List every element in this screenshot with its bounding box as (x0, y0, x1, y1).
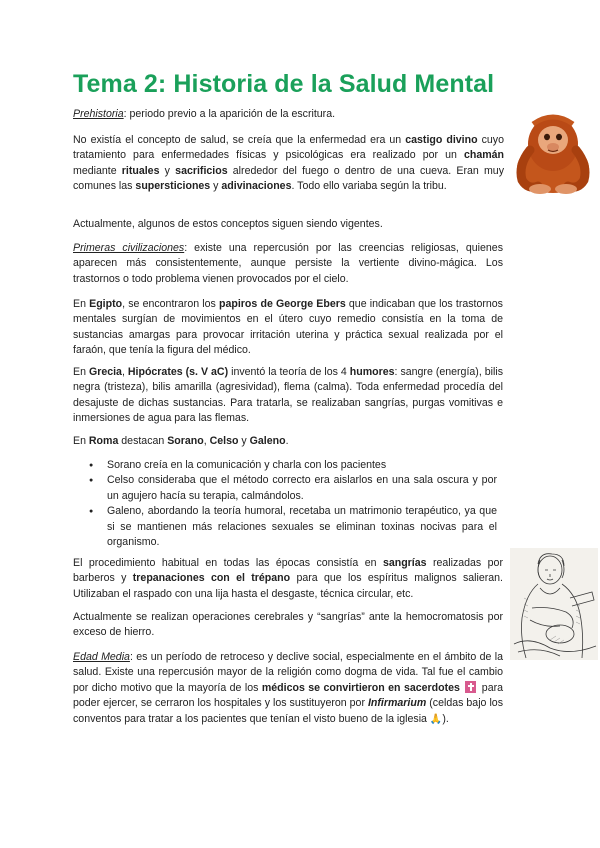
prehistoria-definition: : periodo previo a la aparición de la escritura. (123, 108, 336, 120)
prehistoria-label: Prehistoria (73, 108, 124, 120)
bloodletting-engraving (510, 548, 598, 660)
prehistoria-note: Actualmente, algunos de estos conceptos siguen siendo vigentes. (73, 218, 383, 230)
prehistoria-paragraph: No existía el concepto de salud, se creía que la enfermedad era un castigo divino cuyo tratamiento para enfermedades físicas y psicológicas era realizado por un chamán mediante rituales y sacrificios alrededor del fuego o dentro de una cueva. Eran muy comunes las supersticiones y adivinaciones. Todo ello variaba según la tribu. (73, 134, 504, 193)
prehistoria-heading (73, 107, 513, 122)
roma-paragraph: En Roma destacan Sorano, Celso y Galeno. (73, 435, 289, 447)
orangutan-illustration (508, 110, 598, 196)
grecia-paragraph: En Grecia, Hipócrates (s. V aC) inventó la teoría de los 4 humores: sangre (energía), bilis negra (tristeza), bilis amarilla (agresividad), flema (calma). Toda enfermedad procedía del desajuste de dichas sustancias. Para tratarla, se realizaban sangrías, purgas vomitivas e inmersiones de agua para las flemas. (73, 366, 503, 425)
list-item: ● Celso consideraba que el método correcto era aislarlos en una sala oscura y por un agujero hacía su terapia, calmándolos. (87, 473, 497, 504)
roma-list (87, 458, 497, 550)
actualmente-paragraph: Actualmente se realizan operaciones cerebrales y “sangrías” ante la hemocromatosis por exceso de hierro. (73, 611, 503, 639)
list-item: ● Galeno, abordando la teoría humoral, recetaba un matrimonio terapéutico, ya que si se mantienen más relaciones sexuales se eliminan toxinas nocivas para el organismo. (87, 504, 497, 550)
primeras-civilizaciones-paragraph: Primeras civilizaciones: existe una repercusión por las creencias religiosas, quienes aparecen más consistentemente, aunque persiste la vertiente divino-mágica. Los trastornos o todo problema vienen provocados por el cielo. (73, 242, 503, 285)
procedimiento-paragraph: El procedimiento habitual en todas las épocas consistía en sangrías realizadas por barberos y trepanaciones con el trépano para que los espíritus malignos salieran. Utilizaban el raspado con una lija hasta el desgaste, técnica circular, etc. (73, 557, 503, 600)
primeras-label: Primeras civilizaciones (73, 242, 185, 254)
list-item: ● Sorano creía en la comunicación y charla con los pacientes (87, 458, 497, 473)
cross-icon (465, 681, 476, 693)
praying-hands-icon: 🙏 (429, 713, 443, 725)
edad-media-label: Edad Media (73, 651, 130, 663)
edad-media-paragraph: Edad Media: es un período de retroceso y declive social, especialmente en el ámbito de la salud. Existe una repercusión mayor de la religión como dogma de vida. Tal fue el cambio por dicho motivo que la mayoría de los médicos se convirtieron en sacerdotes para poder ejercer, se cerraron los hospitales y los sustituyeron por Infirmarium (celdas bajo los conventos para tratar a los pacientes que tenían el visto bueno de la iglesia 🙏). (73, 650, 503, 727)
page-title: Tema 2: Historia de la Salud Mental (73, 70, 495, 98)
egipto-paragraph: En Egipto, se encontraron los papiros de George Ebers que indicaban que los trastornos mentales surgían de movimientos en el útero cuyo remedio consistía en la toma de sustancias amargas para provocar irritación uterina y práctica sexual realizada por el faraón, que tenía la figura del médico. (73, 298, 503, 357)
